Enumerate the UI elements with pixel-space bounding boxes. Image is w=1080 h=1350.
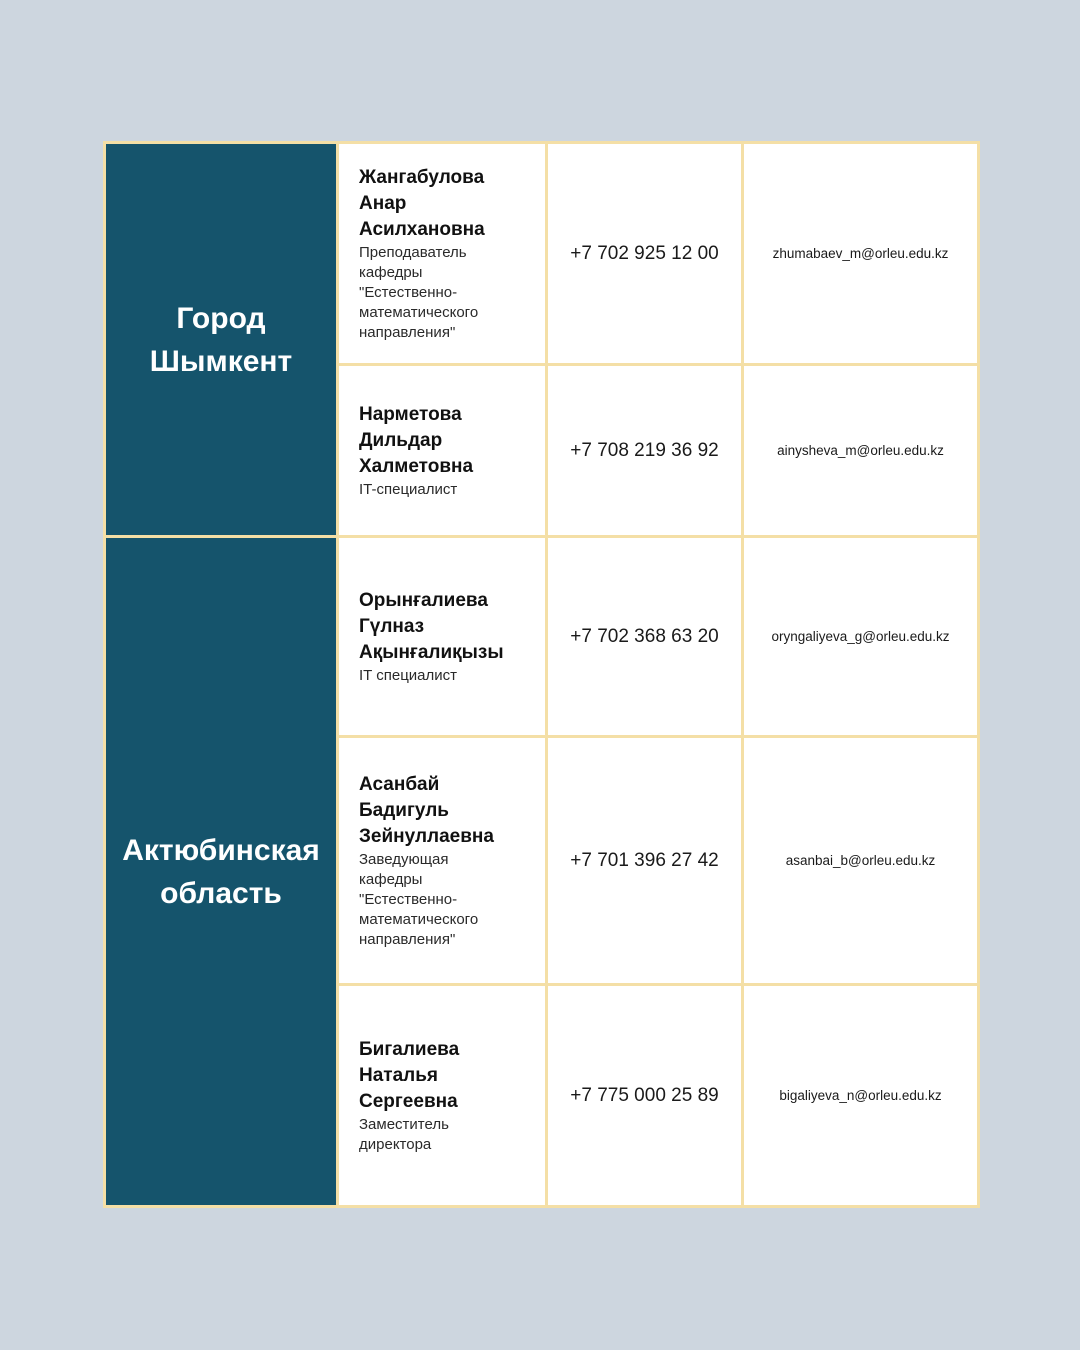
email-cell[interactable]: asanbai_b@orleu.edu.kz xyxy=(743,737,979,985)
region-label: Актюбинская область xyxy=(122,833,320,910)
person-cell xyxy=(338,985,547,1207)
region-cell-aktobe xyxy=(105,537,338,1207)
person-cell xyxy=(338,365,547,537)
person-cell xyxy=(338,737,547,985)
person-role: Заместитель директора xyxy=(359,1115,449,1153)
table-row xyxy=(105,537,979,737)
phone-cell[interactable]: +7 708 219 36 92 xyxy=(547,365,743,537)
person-role: Преподаватель кафедры "Естественно- математического направления" xyxy=(359,243,479,341)
email-cell[interactable]: ainysheva_m@orleu.edu.kz xyxy=(743,365,979,537)
phone-cell[interactable]: +7 702 368 63 20 xyxy=(547,537,743,737)
person-name: Орынғалиева Гүлназ Ақынғалиқызы xyxy=(359,589,504,663)
table-row xyxy=(105,143,979,365)
email-cell[interactable]: zhumabaev_m@orleu.edu.kz xyxy=(743,143,979,365)
person-role: IT-специалист xyxy=(359,480,458,498)
person-name: Асанбай Бадигуль Зейнуллаевна xyxy=(359,773,494,847)
email-cell[interactable]: bigaliyeva_n@orleu.edu.kz xyxy=(743,985,979,1207)
phone-cell[interactable]: +7 775 000 25 89 xyxy=(547,985,743,1207)
person-role: IT специалист xyxy=(359,666,458,684)
person-role: Заведующая кафедры "Естественно- математического направления" xyxy=(359,850,479,948)
region-cell-shymkent xyxy=(105,143,338,537)
person-name: Бигалиева Наталья Сергеевна xyxy=(359,1038,460,1112)
email-cell[interactable]: oryngaliyeva_g@orleu.edu.kz xyxy=(743,537,979,737)
contacts-table xyxy=(103,141,980,1208)
phone-cell[interactable]: +7 701 396 27 42 xyxy=(547,737,743,985)
person-cell xyxy=(338,537,547,737)
person-name: Нарметова Дильдар Халметовна xyxy=(359,403,474,477)
phone-cell[interactable]: +7 702 925 12 00 xyxy=(547,143,743,365)
region-label: Город Шымкент xyxy=(149,301,293,378)
person-cell xyxy=(338,143,547,365)
person-name: Жангабулова Анар Асилхановна xyxy=(359,166,485,240)
